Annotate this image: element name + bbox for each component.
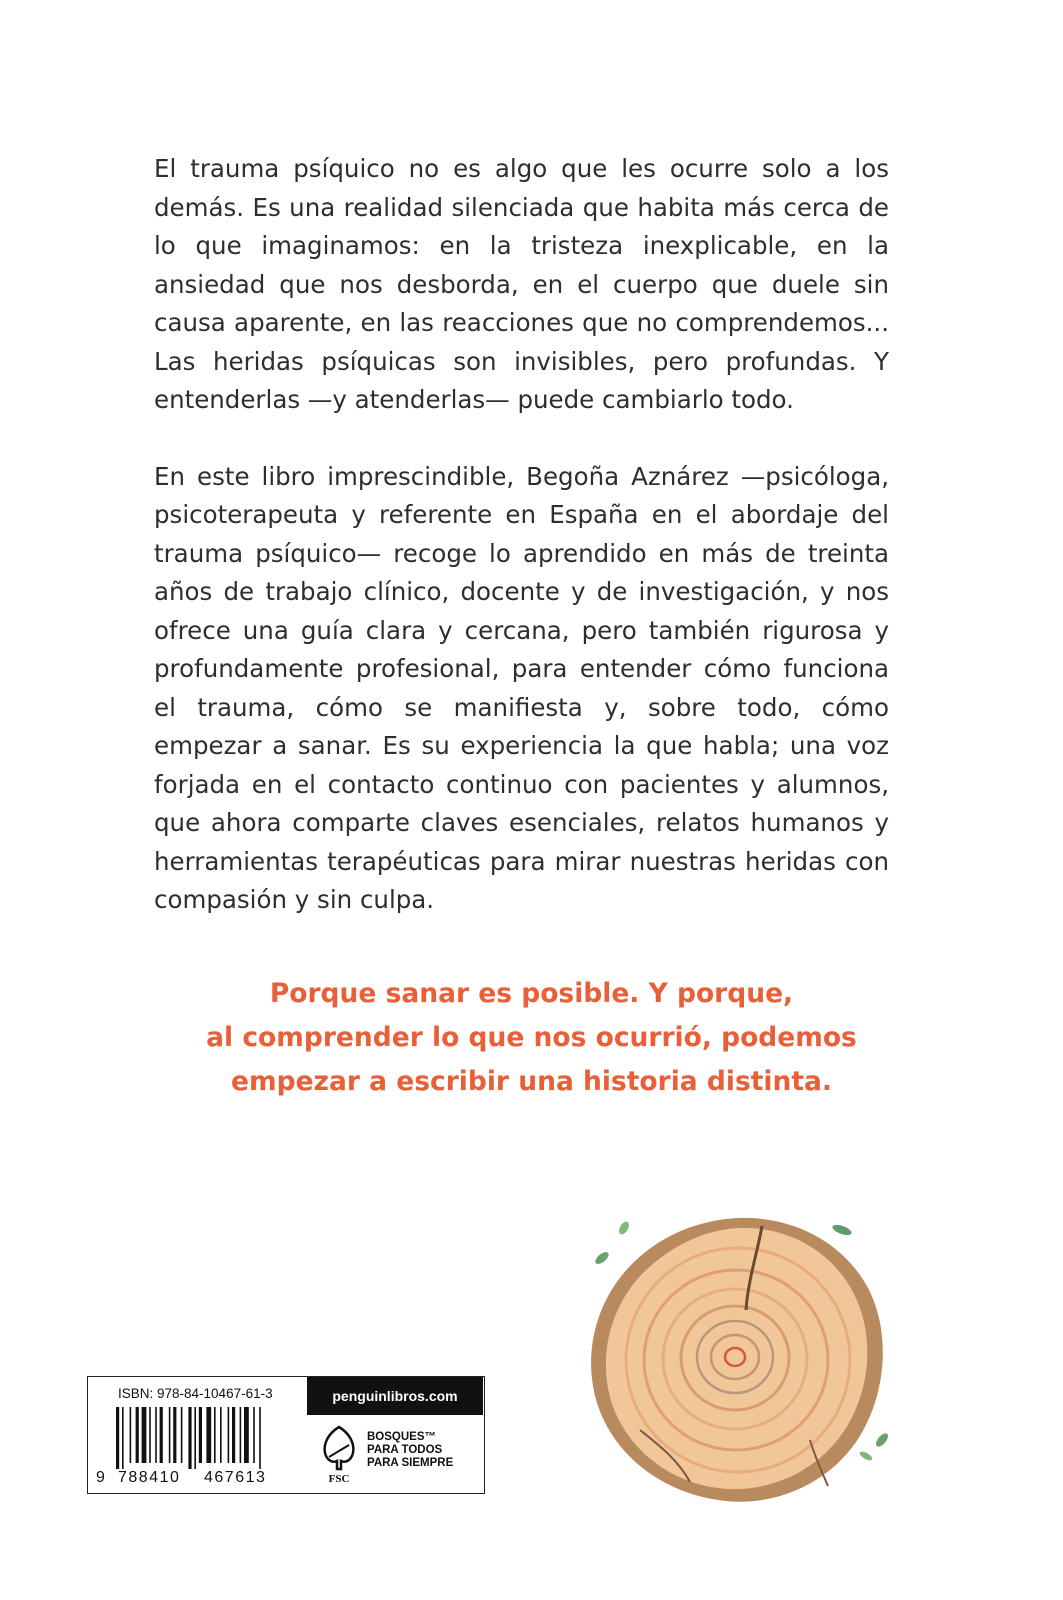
isbn-label: ISBN: 978-84-10467-61-3 [118, 1386, 273, 1401]
tree-stump-illustration [580, 1210, 900, 1510]
barcode-bar [149, 1407, 151, 1463]
paragraph-1: El trauma psíquico no es algo que les ocurre solo a los demás. Es una realidad silenciada que habita más cerca de lo que imaginamos: en la tristeza inexplicable, en la ansiedad que nos desborda, en el cuerpo que duele sin causa aparente, en las reacciones que no comprendemos... Las heridas psíquicas son invisibles, pero profundas. Y entenderlas —y atenderlas— puede cambiarlo todo. [154, 154, 889, 414]
fsc-tree-icon [315, 1423, 363, 1485]
barcode-bar [199, 1407, 202, 1463]
fsc-line-2: PARA TODOS [367, 1444, 443, 1456]
barcode-bar [160, 1407, 163, 1463]
fsc-line-1: BOSQUES™ [367, 1431, 437, 1443]
tagline-line-2: al comprender lo que nos ocurrió, podemos [206, 1022, 857, 1053]
barcode-bar [244, 1407, 249, 1463]
barcode-bar [228, 1407, 230, 1463]
fsc-line-3: PARA SIEMPRE [367, 1457, 454, 1469]
barcode-bar [232, 1407, 235, 1463]
barcode-bar [259, 1407, 261, 1469]
barcode-bar [214, 1407, 216, 1463]
barcode-bar [181, 1407, 183, 1463]
barcode-bar [253, 1407, 255, 1463]
barcode-bar [169, 1407, 171, 1463]
barcode-bar [136, 1407, 139, 1463]
barcode-bar [116, 1407, 119, 1469]
barcode-group-1: 788410 [118, 1469, 181, 1486]
barcode-bar [220, 1407, 222, 1463]
barcode-first-digit: 9 [96, 1469, 107, 1486]
barcode [116, 1407, 281, 1469]
publisher-section [307, 1377, 486, 1493]
barcode-bar [240, 1407, 242, 1463]
barcode-section [88, 1377, 294, 1493]
barcode-bar [188, 1407, 191, 1469]
publisher-website: penguinlibros.com [307, 1377, 483, 1415]
barcode-bar [194, 1407, 196, 1469]
barcode-box [87, 1376, 485, 1494]
barcode-bar [173, 1407, 176, 1463]
tagline-line-3: empezar a escribir una historia distinta. [231, 1066, 832, 1097]
fsc-label: FSC [328, 1473, 350, 1485]
paragraph-2: En este libro imprescindible, Begoña Aznárez —psicóloga, psicoterapeuta y referente en España en el abordaje del trauma psíquico— recoge lo aprendido en más de treinta años de trabajo clínico, docente y de investigación, y nos ofrece una guía clara y cercana, pero también rigurosa y profundamente profesional, para entender cómo funciona el trauma, cómo se manifiesta y, sobre todo, cómo empezar a sanar. Es su experiencia la que habla; una voz forjada en el contacto continuo con pacientes y alumnos, que ahora comparte claves esenciales, relatos humanos y herramientas terapéuticas para mirar nuestras heridas con compasión y sin culpa. [154, 461, 889, 914]
fsc-slogan [367, 1431, 453, 1470]
barcode-bar [130, 1407, 132, 1463]
tagline [100, 972, 963, 1104]
barcode-group-2: 467613 [204, 1469, 267, 1486]
barcode-bar [155, 1407, 157, 1463]
barcode-bar [142, 1407, 147, 1463]
barcode-bar [122, 1407, 124, 1469]
back-cover-text [154, 150, 889, 958]
barcode-bar [206, 1407, 211, 1463]
tagline-line-1: Porque sanar es posible. Y porque, [269, 978, 794, 1009]
